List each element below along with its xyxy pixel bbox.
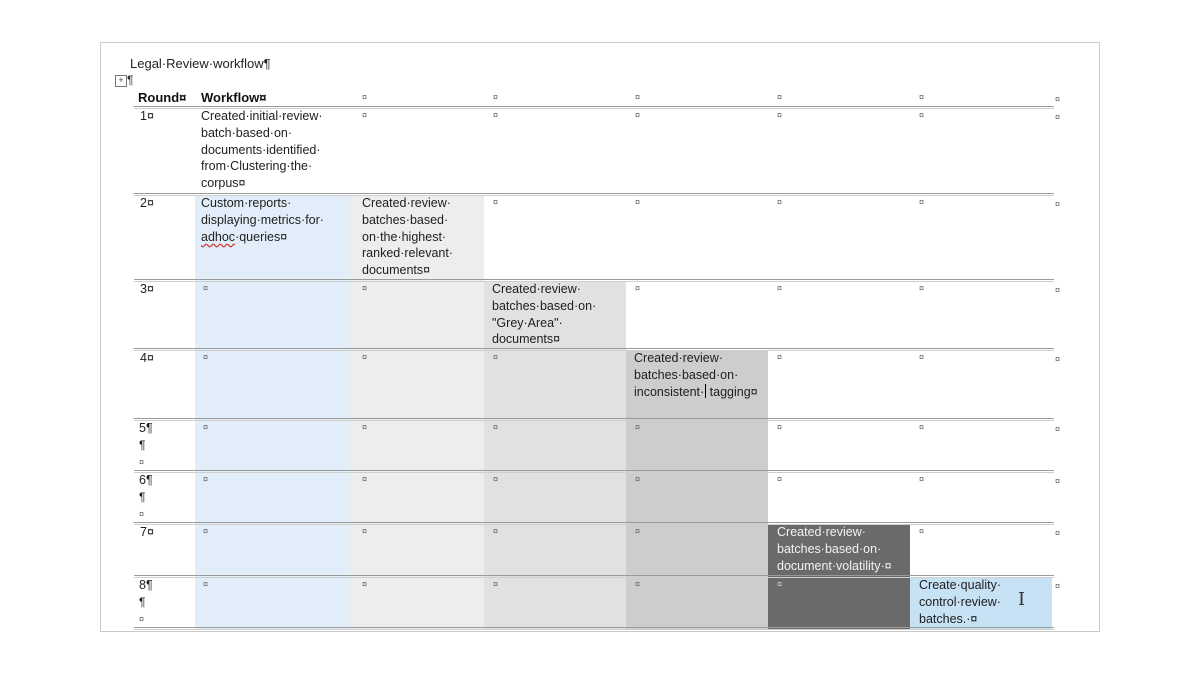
pilcrow-mark: ¶ <box>139 490 146 504</box>
cell-end-mark: ¤ <box>635 283 641 293</box>
row4-text-part: tagging¤ <box>706 384 758 399</box>
cell-end-mark: ¤ <box>362 283 368 293</box>
cell-end-mark: ¤ <box>493 110 499 120</box>
cell-end-mark: ¤ <box>362 474 368 484</box>
cell-end-mark: ¤ <box>493 422 499 432</box>
cell-end-mark: ¤ <box>635 110 641 120</box>
cell-end-mark: ¤ <box>919 110 925 120</box>
cell-end-mark: ¤ <box>919 92 925 102</box>
cell-end-mark: ¤ <box>635 92 641 102</box>
cell-end-mark: ¤ <box>919 283 925 293</box>
cell-end-mark: ¤ <box>919 197 925 207</box>
cell-end-mark: ¤ <box>777 474 783 484</box>
cell-end-mark: ¤ <box>362 92 368 102</box>
cell-end-mark: ¤ <box>493 92 499 102</box>
cell-end-mark: ¤ <box>493 579 499 589</box>
round-5-label: 5¶ <box>139 421 153 435</box>
row4-col4-text[interactable] <box>634 350 762 400</box>
cell-end-mark: ¤ <box>362 110 368 120</box>
row-end-mark: ¤ <box>1055 354 1061 364</box>
cell-end-mark: ¤ <box>203 283 209 293</box>
cell-end-mark: ¤ <box>919 352 925 362</box>
cell-end-mark: ¤ <box>635 526 641 536</box>
round-8[interactable] <box>139 577 153 628</box>
row-border <box>134 575 1054 576</box>
row8-col6-text[interactable]: Create·quality· control·review· batches.·¤ <box>919 578 1001 626</box>
cell-end-mark: ¤ <box>362 579 368 589</box>
row3-col3-text[interactable]: Created·review· batches·based·on· "Grey·Area"· documents¤ <box>492 282 597 347</box>
cell-end-mark: ¤ <box>635 197 641 207</box>
header-round[interactable]: Round¤ <box>138 90 187 105</box>
pilcrow-mark: ¶ <box>139 438 146 452</box>
cell-end-mark: ¤ <box>493 526 499 536</box>
round-8-label: 8¶ <box>139 578 153 592</box>
row2-col2-text[interactable]: Created·review· batches·based· on·the·highest· ranked·relevant· documents¤ <box>362 196 454 278</box>
cell-end-mark: ¤ <box>919 526 925 536</box>
cell-end-mark: ¤ <box>635 579 641 589</box>
round-4[interactable]: 4¤ <box>140 351 154 365</box>
row-border <box>134 470 1054 471</box>
cell-end-mark: ¤ <box>203 352 209 362</box>
text-ibeam-cursor-icon: I <box>1018 589 1026 610</box>
row-border <box>134 627 1054 628</box>
row-border <box>134 418 1054 419</box>
row-border <box>134 193 1054 194</box>
row-end-mark: ¤ <box>1055 94 1061 104</box>
cell-end-mark: ¤ <box>139 614 145 624</box>
cell-end-mark: ¤ <box>777 283 783 293</box>
cell-end-mark: ¤ <box>919 474 925 484</box>
round-6-label: 6¶ <box>139 473 153 487</box>
row-end-mark: ¤ <box>1055 285 1061 295</box>
cell-end-mark: ¤ <box>777 197 783 207</box>
round-2[interactable]: 2¤ <box>140 196 154 210</box>
round-1[interactable]: 1¤ <box>140 109 154 123</box>
cell-end-mark: ¤ <box>493 197 499 207</box>
row1-workflow-text[interactable]: Created·initial·review· batch·based·on· documents·identified· from·Clustering·the· corpus¤ <box>201 109 323 191</box>
row-end-mark: ¤ <box>1055 581 1061 591</box>
misspelled-word[interactable]: adhoc <box>201 229 236 244</box>
row2-text-part: Custom·reports· displaying·metrics·for· <box>201 196 324 227</box>
cell-end-mark: ¤ <box>493 474 499 484</box>
row7-col5-text[interactable]: Created·review· batches·based·on· document·volatility·¤ <box>777 525 892 573</box>
cell-end-mark: ¤ <box>777 579 783 589</box>
pilcrow-mark: ¶ <box>139 595 146 609</box>
row-border <box>134 522 1054 523</box>
row4-text-part: Created·review· batches·based·on· inconsistent· <box>634 351 739 399</box>
document-title[interactable]: Legal·Review·workflow¶ <box>130 56 271 71</box>
cell-end-mark: ¤ <box>362 352 368 362</box>
row2-workflow-text[interactable] <box>201 195 351 245</box>
cell-end-mark: ¤ <box>919 422 925 432</box>
cell-end-mark: ¤ <box>635 474 641 484</box>
cell-end-mark: ¤ <box>139 509 145 519</box>
row2-text-part: ·queries¤ <box>235 229 288 244</box>
table-move-handle-icon[interactable]: + <box>115 75 127 87</box>
row-end-mark: ¤ <box>1055 199 1061 209</box>
row-end-mark: ¤ <box>1055 528 1061 538</box>
shade-r2-col1 <box>195 195 350 629</box>
row-end-mark: ¤ <box>1055 112 1061 122</box>
round-6[interactable] <box>139 472 153 523</box>
cell-end-mark: ¤ <box>777 110 783 120</box>
cell-end-mark: ¤ <box>635 422 641 432</box>
round-7[interactable]: 7¤ <box>140 525 154 539</box>
cell-end-mark: ¤ <box>203 526 209 536</box>
pilcrow-mark: ¶ <box>127 73 134 87</box>
row-end-mark: ¤ <box>1055 424 1061 434</box>
round-5[interactable] <box>139 420 153 471</box>
cell-end-mark: ¤ <box>493 352 499 362</box>
round-3[interactable]: 3¤ <box>140 282 154 296</box>
cell-end-mark: ¤ <box>777 422 783 432</box>
cell-end-mark: ¤ <box>777 352 783 362</box>
header-workflow[interactable]: Workflow¤ <box>201 90 267 105</box>
cell-end-mark: ¤ <box>777 92 783 102</box>
cell-end-mark: ¤ <box>203 422 209 432</box>
cell-end-mark: ¤ <box>362 526 368 536</box>
cell-end-mark: ¤ <box>203 474 209 484</box>
cell-end-mark: ¤ <box>139 457 145 467</box>
row-border <box>134 279 1054 280</box>
cell-end-mark: ¤ <box>203 579 209 589</box>
row-end-mark: ¤ <box>1055 476 1061 486</box>
row-border <box>134 106 1054 107</box>
cell-end-mark: ¤ <box>362 422 368 432</box>
